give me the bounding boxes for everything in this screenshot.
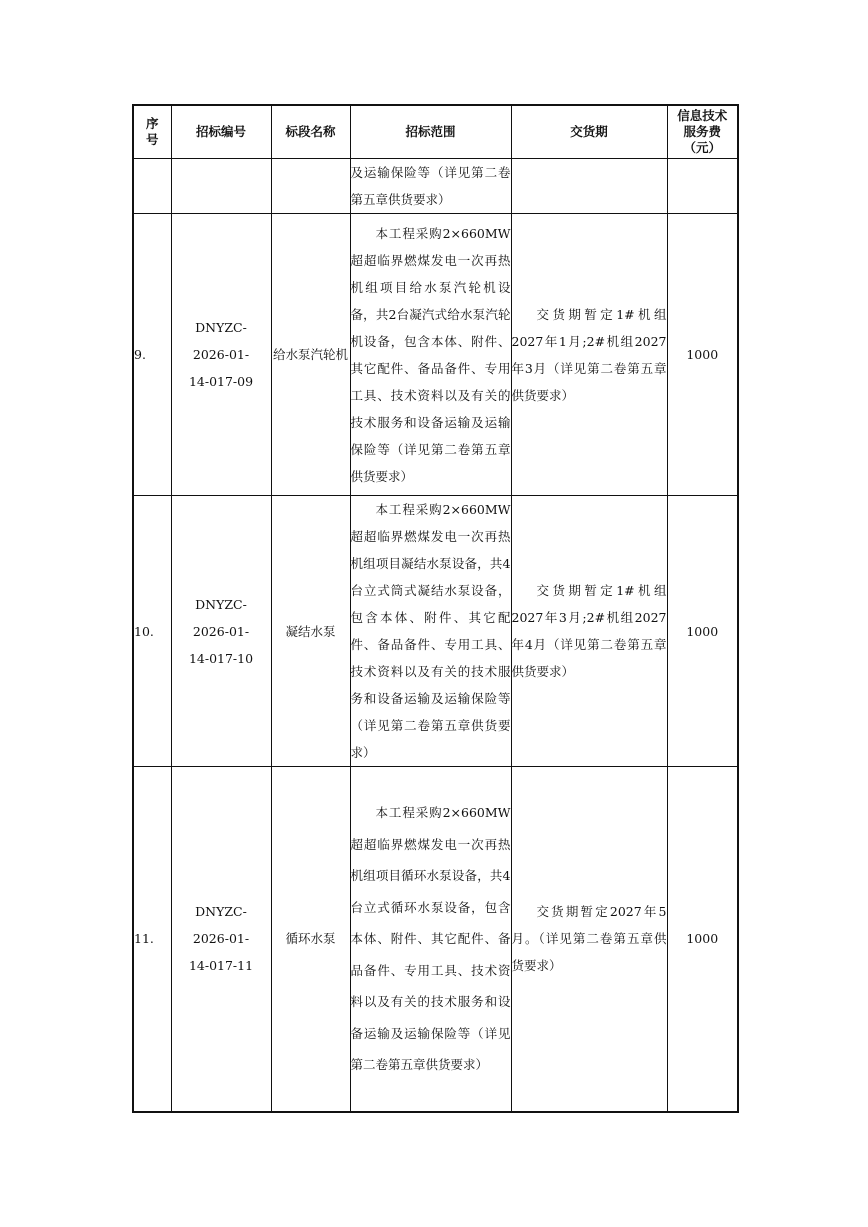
row-fee: 1000	[667, 496, 738, 767]
table-header-row	[133, 105, 738, 159]
header-scope: 招标范围	[350, 105, 511, 159]
row-no: 10.	[133, 496, 171, 767]
cont-name	[271, 159, 350, 214]
bid-section-table	[132, 104, 739, 1113]
row-fee: 1000	[667, 214, 738, 496]
cont-no	[133, 159, 171, 214]
row-fee: 1000	[667, 767, 738, 1112]
table-row	[133, 767, 738, 1112]
header-no: 序号	[133, 105, 171, 159]
row-name: 给水泵汽轮机	[271, 214, 350, 496]
row-no: 11.	[133, 767, 171, 1112]
row-delivery: 交货期暂定1#机组2027年1月;2#机组2027年3月（详见第二卷第五章供货要求）	[511, 214, 667, 496]
row-code: DNYZC- 2026-01- 14-017-10	[171, 496, 271, 767]
header-code: 招标编号	[171, 105, 271, 159]
row-no: 9.	[133, 214, 171, 496]
cont-fee	[667, 159, 738, 214]
row-name: 循环水泵	[271, 767, 350, 1112]
cont-delivery	[511, 159, 667, 214]
row-code: DNYZC- 2026-01- 14-017-09	[171, 214, 271, 496]
row-delivery: 交货期暂定2027年5月。（详见第二卷第五章供货要求）	[511, 767, 667, 1112]
row-scope: 本工程采购2×660MW超超临界燃煤发电一次再热机组项目给水泵汽轮机设备，共2台凝汽式给水泵汽轮机设备，包含本体、附件、其它配件、备品备件、专用工具、技术资料以及有关的技术服务和设备运输及运输保险等（详见第二卷第五章供货要求）	[350, 214, 511, 496]
header-fee: 信息技术服务费（元）	[667, 105, 738, 159]
row-scope: 本工程采购2×660MW超超临界燃煤发电一次再热机组项目凝结水泵设备，共4台立式筒式凝结水泵设备，包含本体、附件、其它配件、备品备件、专用工具、技术资料以及有关的技术服务和设备运输及运输保险等（详见第二卷第五章供货要求）	[350, 496, 511, 767]
row-code: DNYZC- 2026-01- 14-017-11	[171, 767, 271, 1112]
cont-code	[171, 159, 271, 214]
row-name: 凝结水泵	[271, 496, 350, 767]
table-row	[133, 496, 738, 767]
cont-scope: 及运输保险等（详见第二卷第五章供货要求）	[350, 159, 511, 214]
row-delivery: 交货期暂定1#机组2027年3月;2#机组2027年4月（详见第二卷第五章供货要求）	[511, 496, 667, 767]
table-row-continuation	[133, 159, 738, 214]
header-delivery: 交货期	[511, 105, 667, 159]
table-row	[133, 214, 738, 496]
header-name: 标段名称	[271, 105, 350, 159]
row-scope: 本工程采购2×660MW超超临界燃煤发电一次再热机组项目循环水泵设备，共4台立式循环水泵设备，包含本体、附件、其它配件、备品备件、专用工具、技术资料以及有关的技术服务和设备运输及运输保险等（详见第二卷第五章供货要求）	[350, 767, 511, 1112]
